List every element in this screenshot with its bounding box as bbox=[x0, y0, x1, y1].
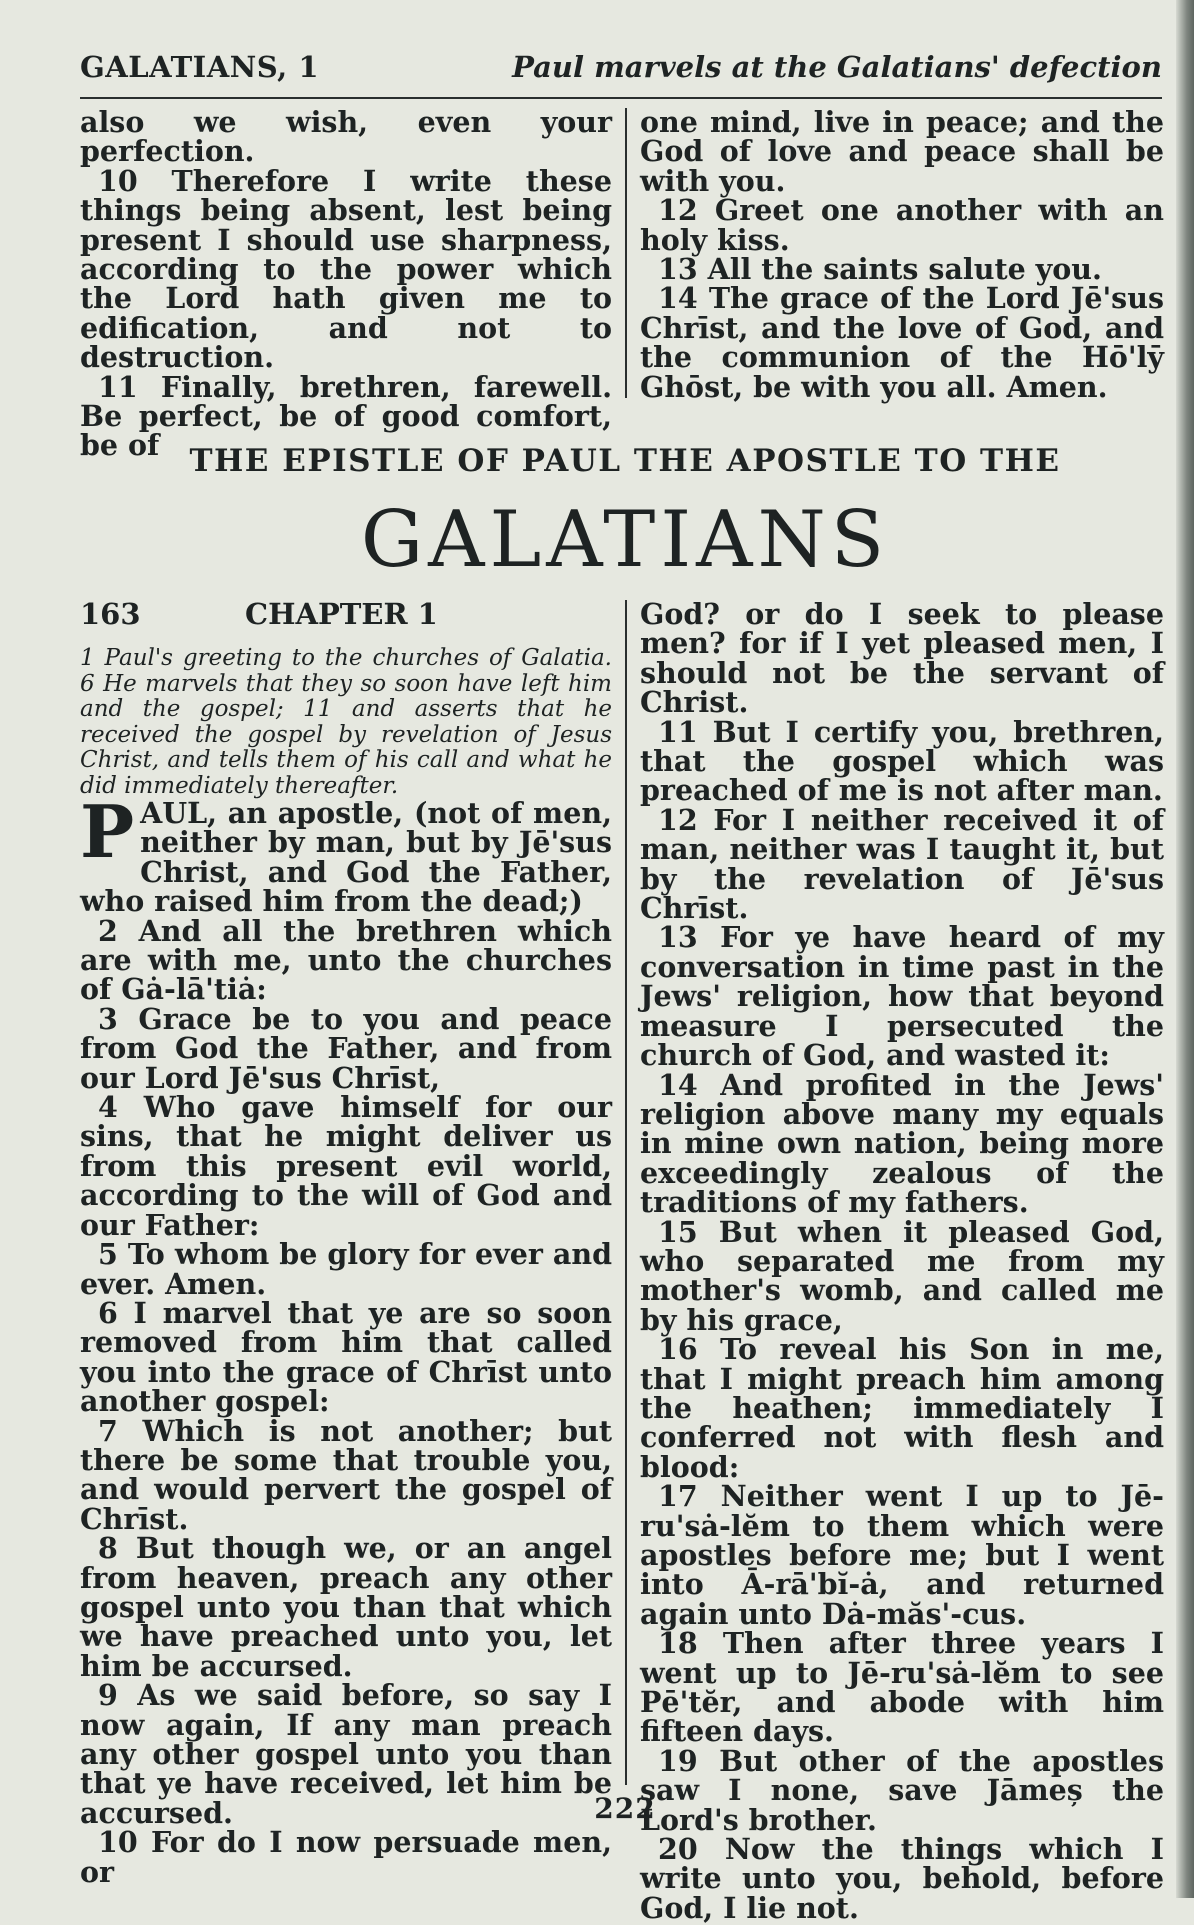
verse: 20 Now the things which I write unto you, behold, before God, I lie not. bbox=[640, 1832, 1164, 1925]
chapter-heading-row bbox=[80, 597, 612, 640]
prev-book-right-column bbox=[640, 105, 1164, 404]
running-head-topic: Paul marvels at the Galatians' defection bbox=[512, 50, 1162, 84]
verse: 6 I marvel that ye are so soon removed from him that called you into the grace of Chrīst unto another gospel: bbox=[80, 1295, 612, 1419]
verse: 14 The grace of the Lord Jē'sus Chrīst, and the love of God, and the communion of the Hō'lȳ Ghōst, be with you all. Amen. bbox=[640, 281, 1164, 404]
left-column bbox=[80, 597, 612, 1889]
verse: 19 But other of the apostles saw I none, save Jāmeș the Lord's brother. bbox=[640, 1743, 1164, 1837]
verse: 15 But when it pleased God, who separated me from my mother's womb, and called me by his grace, bbox=[640, 1214, 1164, 1337]
verse: 18 Then after three years I went up to Jē-ru'sȧ-lĕm to see Pē'tĕr, and abode with him fifteen days. bbox=[640, 1626, 1164, 1749]
verse: 10 For do I now persuade men, or bbox=[80, 1825, 612, 1889]
verse: 8 But though we, or an angel from heaven, preach any other gospel unto you than that which we have preached unto you, let him be accursed. bbox=[80, 1531, 612, 1683]
verse: 13 All the saints salute you. bbox=[658, 252, 1102, 287]
verse: 13 For ye have heard of my conversation in time past in the Jews' religion, how that beyond measure I persecuted the church of God, and wasted it: bbox=[640, 920, 1164, 1073]
verse-1: PAUL, an apostle, (not of men, neither by man, but by Jē'sus Christ, and God the Father, who raised him from the dead;) bbox=[80, 789, 612, 919]
drop-cap: P bbox=[80, 789, 135, 874]
right-column bbox=[640, 597, 1164, 1925]
column-divider bbox=[625, 108, 627, 398]
verse: 11 Finally, brethren, farewell. Be perfect, be of good comfort, be of bbox=[80, 369, 612, 463]
running-head bbox=[80, 50, 1162, 96]
verse: one mind, live in peace; and the God of love and peace shall be with you. bbox=[640, 105, 1164, 198]
verse: 7 Which is not another; but there be some that trouble you, and would pervert the gospel of Chrīst. bbox=[80, 1413, 612, 1536]
verse: 12 Greet one another with an holy kiss. bbox=[640, 193, 1164, 257]
book-title-preface: THE EPISTLE OF PAUL THE APOSTLE TO THE bbox=[189, 443, 1061, 479]
verse: 9 As we said before, so say I now again, If any man preach any other gospel unto you than that ye have received, let him be accursed. bbox=[80, 1678, 612, 1830]
verse: 12 For I neither received it of man, neither was I taught it, but by the revelation of Jē'sus Chrīst. bbox=[640, 802, 1164, 926]
chapter-reference-number: 163 bbox=[80, 597, 141, 631]
page-number: 222 bbox=[594, 1792, 656, 1825]
verse: 16 To reveal his Son in me, that I might preach him among the heathen; immediately I conferred not with flesh and blood: bbox=[640, 1332, 1164, 1484]
chapter-heading: CHAPTER 1 bbox=[245, 597, 438, 631]
verse: 10 Therefore I write these things being absent, lest being present I should use sharpness, according to the power which the Lord hath given me to edification, and not to destruction. bbox=[80, 163, 612, 375]
running-head-book-chapter: GALATIANS, 1 bbox=[80, 50, 320, 84]
verse: 5 To whom be glory for ever and ever. Amen. bbox=[80, 1237, 612, 1301]
verse: God? or do I seek to please men? for if I yet pleased men, I should not be the servant of Christ. bbox=[640, 597, 1164, 720]
header-rule bbox=[80, 97, 1162, 99]
verse: 14 And profited in the Jews' religion above many my equals in mine own nation, being more exceedingly zealous of the traditions of my fathers. bbox=[640, 1067, 1164, 1220]
book-title: GALATIANS bbox=[360, 495, 890, 585]
column-divider bbox=[625, 600, 627, 1785]
verse: 2 And all the brethren which are with me, unto the churches of Gȧ-lā'tiȧ: bbox=[80, 913, 612, 1007]
verse: also we wish, even your perfection. bbox=[80, 105, 612, 169]
verse: 3 Grace be to you and peace from God the Father, and from our Lord Jē'sus Chrīst, bbox=[80, 1001, 612, 1095]
page-edge bbox=[1176, 0, 1194, 1898]
verse: 11 But I certify you, brethren, that the gospel which was preached of me is not after man. bbox=[640, 714, 1164, 808]
prev-book-left-column bbox=[80, 105, 612, 463]
verse: 17 Neither went I up to Jē-ru'sȧ-lĕm to them which were apostles before me; but I went into Ā-rā'bĭ-ȧ, and returned again unto Dȧ-măs'-cus. bbox=[640, 1479, 1164, 1631]
verse: 4 Who gave himself for our sins, that he might deliver us from this present evil world, according to the will of God and our Father: bbox=[80, 1090, 612, 1242]
chapter-summary: 1 Paul's greeting to the churches of Galatia. 6 He marvels that they so soon have left him and the gospel; 11 and asserts that he received the gospel by revelation of Jesus Christ, and tells them of his call and what he did immediately thereafter. bbox=[80, 645, 612, 799]
